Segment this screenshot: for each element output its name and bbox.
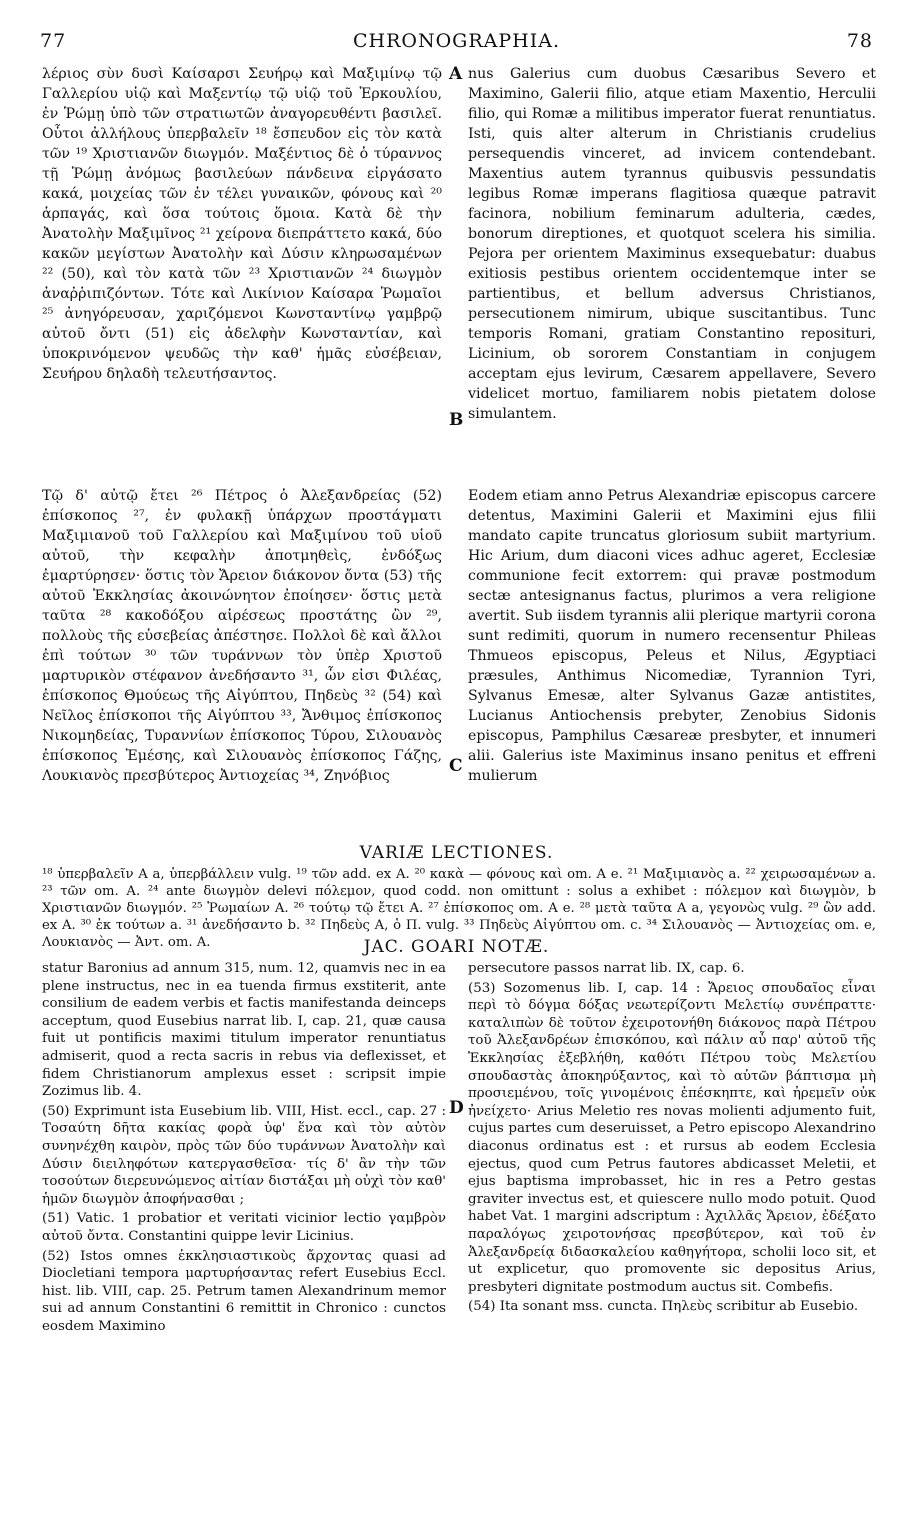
greek-column	[42, 64, 442, 384]
note-paragraph: (52) Istos omnes ἐκκλησιαστικοὺς ἄρχοντας quasi ad Diocletiani tempora μαρτυρήσαντας refert Eusebius Eccl. hist. lib. VIII, cap. 25. Petrum tamen Alexandrinum memor sui ad annum Constantini 6 remittit in Chronico : cunctos eosdem Maximino	[42, 1248, 446, 1334]
variae-heading: VARIÆ LECTIONES.	[359, 843, 554, 863]
greek-column-2	[42, 486, 442, 786]
notae-right-column	[468, 960, 876, 1316]
margin-letter-d: D	[449, 1098, 464, 1118]
page-title: CHRONOGRAPHIA.	[352, 30, 560, 52]
variae-paragraph: ¹⁸ ὑπερβαλεῖν A a, ὑπερβάλλειν vulg. ¹⁹ τῶν add. ex A. ²⁰ κακὰ — φόνους καὶ om. A e. ²¹ Μαξιμιανὸς a. ²² χειρωσαμένων a. ²³ τῶν om. A. ²⁴ ante διωγμὸν delevi πόλεμον, quod codd. non omittunt : solus a exhibet : πόλεμον καὶ διωγμὸν, b Χριστιανῶν διωγμόν. ²⁵ Ῥωμαίων A. ²⁶ τούτῳ τῷ ἔτει A. ²⁷ ἐπίσκοπος om. A e. ²⁸ μετὰ ταῦτα A a, γεγονὼς vulg. ²⁹ ὢν add. ex A. ³⁰ ἐκ τούτων a. ³¹ ἀνεδήσαντο b. ³² Πηδεὺς A, ὁ Π. vulg. ³³ Πηδεὺς Αἰγύπτου om. c. ³⁴ Σιλουανὸς — Ἀντιοχείας om. e, Λουκιανὸς — Ἀντ. om. A.	[42, 867, 876, 950]
note-paragraph: persecutore passos narrat lib. IX, cap. 6.	[468, 961, 745, 976]
greek-paragraph-1: λέριος σὺν δυσὶ Καίσαρσι Σευήρῳ καὶ Μαξιμίνῳ τῷ Γαλλερίου υἱῷ καὶ Μαξεντίῳ τῷ υἱῷ τοῦ Ἑρκουλίου, ἐν Ῥώμῃ ὑπὸ τῶν στρατιωτῶν ἀναγορευθέντι βασιλεῖ. Οὗτοι ἀλλήλους ὑπερβαλεῖν ¹⁸ ἔσπευδον εἰς τὸν κατὰ τῶν ¹⁹ Χριστιανῶν διωγμόν. Μαξέντιος δὲ ὁ τύραννος τῇ Ῥώμῃ ἀνόμως βασιλεύων πάνδεινα εἰργάσατο κακά, μοιχείας τῶν ἐν τέλει γυναικῶν, φόνους καὶ ²⁰ ἁρπαγάς, καὶ ὅσα τούτοις ὅμοια. Κατὰ δὲ τὴν Ἀνατολὴν Μαξιμῖνος ²¹ χείρονα διεπράττετο κακά, δύο κακῶν μεγίστων Ἀνατολὴν καὶ Δύσιν κληρωσαμένων ²² (50), καὶ τὸν κατὰ τῶν ²³ Χριστιανῶν ²⁴ διωγμὸν ἀναῤῥιπιζόντων. Τότε καὶ Λικίνιον Καίσαρα Ῥωμαῖοι ²⁵ ἀνηγόρευσαν, χαριζόμενοι Κωνσταντίνῳ γαμβρῷ αὐτοῦ ὄντι (51) εἰς ἀδελφὴν Κωνσταντίαν, καὶ ὑποκρινόμενον ψευδῶς τὴν καθ' ἡμᾶς εὐσέβειαν, Σευήρου δηλαδὴ τελευτήσαντος.	[42, 66, 442, 382]
note-paragraph: (54) Ita sonant mss. cuncta. Πηλεὺς scribitur ab Eusebio.	[468, 1299, 859, 1315]
note-paragraph: (51) Vatic. 1 probatior et veritati vicinior lectio γαμβρὸν αὐτοῦ ὄντα. Constantini quippe levir Licinius.	[42, 1211, 446, 1244]
latin-column-2	[468, 486, 876, 786]
running-header	[40, 30, 873, 58]
margin-letter-b: B	[449, 410, 464, 430]
margin-letter-a: A	[449, 64, 463, 84]
notae-left-column	[42, 960, 446, 1335]
latin-paragraph-2: Eodem etiam anno Petrus Alexandriæ episcopus carcere detentus, Maximini Galerii et Maximini ejus filii mandato capite truncatus gloriosum subiit martyrium. Hic Arium, dum diaconi vices adhuc ageret, Ecclesiæ communione fecit extorrem: qui pravæ postmodum sectæ antesignanus factus, plurimos a vera religione avertit. Sub iisdem tyrannis alii plerique martyrii corona sunt redimiti, quorum in numero recensentur Phileas Thmueos episcopus, Peleus et Nilus, Ægyptiaci præsules, Anthimus Nicomediæ, Tyrannion Tyri, Sylvanus Emesæ, alter Sylvanus Gazæ antistites, Lucianus Antiochensis prebyter, Zenobius Sidonis episcopus, Pamphilus Cæsareæ presbyter, et innumeri alii. Galerius iste Maximinus insano penitus et effreni mulierum	[468, 488, 876, 784]
margin-letter-c: C	[449, 756, 463, 776]
latin-paragraph-1: nus Galerius cum duobus Cæsaribus Severo et Maximino, Galerii filio, atque etiam Maxentio, Herculii filio, qui Romæ a militibus imperator fuerat renuntiatus. Isti, quis alter alterum in Christianis crudelius persequendis vinceret, ad invicem contendebant. Maxentius autem tyrannus quibusvis pessundatis legibus Romæ imperans flagitiosa quæque patravit facinora, nobilium feminarum adulteria, cædes, bonorum direptiones, et quotquot scelera his similia. Pejora per orientem Maximinus exsequebatur: duabus exitiosis pestibus orientem occidentemque inter se partientibus, et bellum adversus Christianos, persecutionem nimirum, ubique suscitantibus. Tunc temporis Romani, gratiam Constantino repositurі, Licinium, ob sororem Constantiam in conjugem acceptam ejus levirum, Cæsarem appellavere, Severo videlicet mortuo, familiarem nobis pietatem dolose simulantem.	[468, 66, 876, 422]
latin-column	[468, 64, 876, 424]
greek-paragraph-2: Τῷ δ' αὐτῷ ἔτει ²⁶ Πέτρος ὁ Ἀλεξανδρείας (52) ἐπίσκοπος ²⁷, ἐν φυλακῇ ὑπάρχων προστάγματι Μαξιμιανοῦ τοῦ Γαλλερίου καὶ Μαξιμίνου τοῦ υἱοῦ αὐτοῦ, τὴν κεφαλὴν ἀποτμηθεὶς, ἐνδόξως ἐμαρτύρησεν· ὅστις τὸν Ἄρειον διάκονον ὄντα (53) τῆς αὐτοῦ Ἐκκλησίας ἀκοινώνητον ἐποίησεν· ὅστις μετὰ ταῦτα ²⁸ κακοδόξου αἱρέσεως προστάτης ὢν ²⁹, πολλοὺς τῆς εὐσεβείας ἀπέστησε. Πολλοὶ δὲ καὶ ἄλλοι ἐπὶ τούτων ³⁰ τῶν τυράννων τὸν ὑπὲρ Χριστοῦ μαρτυρικὸν στέφανον ἀνεδήσαντο ³¹, ὧν εἰσι Φιλέας, ἐπίσκοπος Θμούεως τῆς Αἰγύπτου, Πηδεὺς ³² (54) καὶ Νεῖλος ἐπίσκοποι τῆς Αἰγύπτου ³³, Ἄνθιμος ἐπίσκοπος Νικομηδείας, Τυραννίων ἐπίσκοπος Τύρου, Σιλουανὸς ἐπίσκοπος Ἐμέσης, καὶ Σιλουανὸς ἐπίσκοπος Γάζης, Λουκιανὸς πρεσβύτερος Ἀντιοχείας ³⁴, Ζηνόβιος	[42, 488, 442, 784]
page-number-left: 77	[40, 30, 67, 52]
note-paragraph: (53) Sozomenus lib. I, cap. 14 : Ἄρειος σπουδαῖος εἶναι περὶ τὸ δόγμα δόξας νεωτερίζοντι Μελετίῳ συνέπραττε· καταλιπὼν δὲ τοῦτον ἐχειροτονήθη διάκονος παρὰ Πέτρου τοῦ Ἀλεξανδρέων ἐπισκόπου, καὶ πάλιν αὖ παρ' αὐτοῦ τῆς Ἐκκλησίας ἐξεβλήθη, καθότι Πέτρου τοὺς Μελετίου σπουδαστὰς ἀποκηρύξαντος, καὶ τὸ αὐτῶν βάπτισμα μὴ προσιεμένου, τοῖς γινομένοις ἐπέσκηπτε, καὶ ἠρεμεῖν οὐκ ἠνείχετο· Arius Meletio res novas molienti adjumento fuit, cujus partes cum deseruisset, a Petro episcopo Alexandrino diaconus ordinatus est : et rursus ab eodem Ecclesia ejectus, quod cum Petrus fautores abdicasset Meletii, et ejus baptisma improbasset, hic in res a Petro gestas graviter invectus est, et quiescere nullo modo potuit. Quod habet Vat. 1 margini adscriptum : Ἀχιλλᾶς Ἄρειον, ἐδέξατο παραλόγως χειροτονήσας πρεσβύτερον, καὶ τοῦ ἐν Ἀλεξανδρείᾳ διδασκαλείου καθηγήτορα, scholii loco sit, et ut explicetur, quo promovente sic depositus Arius, presbyteri dignitate postmodum auctus sit. Combefis.	[468, 980, 876, 1295]
note-paragraph: (50) Exprimunt ista Eusebium lib. VIII, Hist. eccl., cap. 27 : Τοσαύτη δῆτα κακίας φορὰ ὑφ' ἕνα καὶ τὸν αὐτὸν συνηνέχθη καιρὸν, πρὸς τῶν δύο τυράννων Ἀνατολὴν καὶ Δύσιν διειληφότων κατεργασθεῖσα· τίς δ' ἂν τὴν τῶν τοσούτων διερευνώμενος αἰτίαν διστάξαι μὴ οὐχὶ τὸν καθ' ἡμῶν διωγμὸν ἀποφήνασθαι ;	[42, 1103, 446, 1207]
page-number-right: 78	[846, 30, 873, 52]
note-paragraph: statur Baronius ad annum 315, num. 12, quamvis nec in ea plene instructus, nec in ea tuenda firmus exstiterit, ante consilium de eadem verbis et factis manifestanda deinceps acceptum, quod Eusebius narrat lib. I, cap. 21, quæ causa fuit ut pontificis maximi titulum imperator renuntiatus admiserit, quod a recta sacris in rebus via deflexisset, et fidem Christianorum amplexus esset : scripsit impie Zozimus lib. 4.	[42, 961, 446, 1100]
notae-heading: JAC. GOARI NOTÆ.	[363, 937, 550, 957]
